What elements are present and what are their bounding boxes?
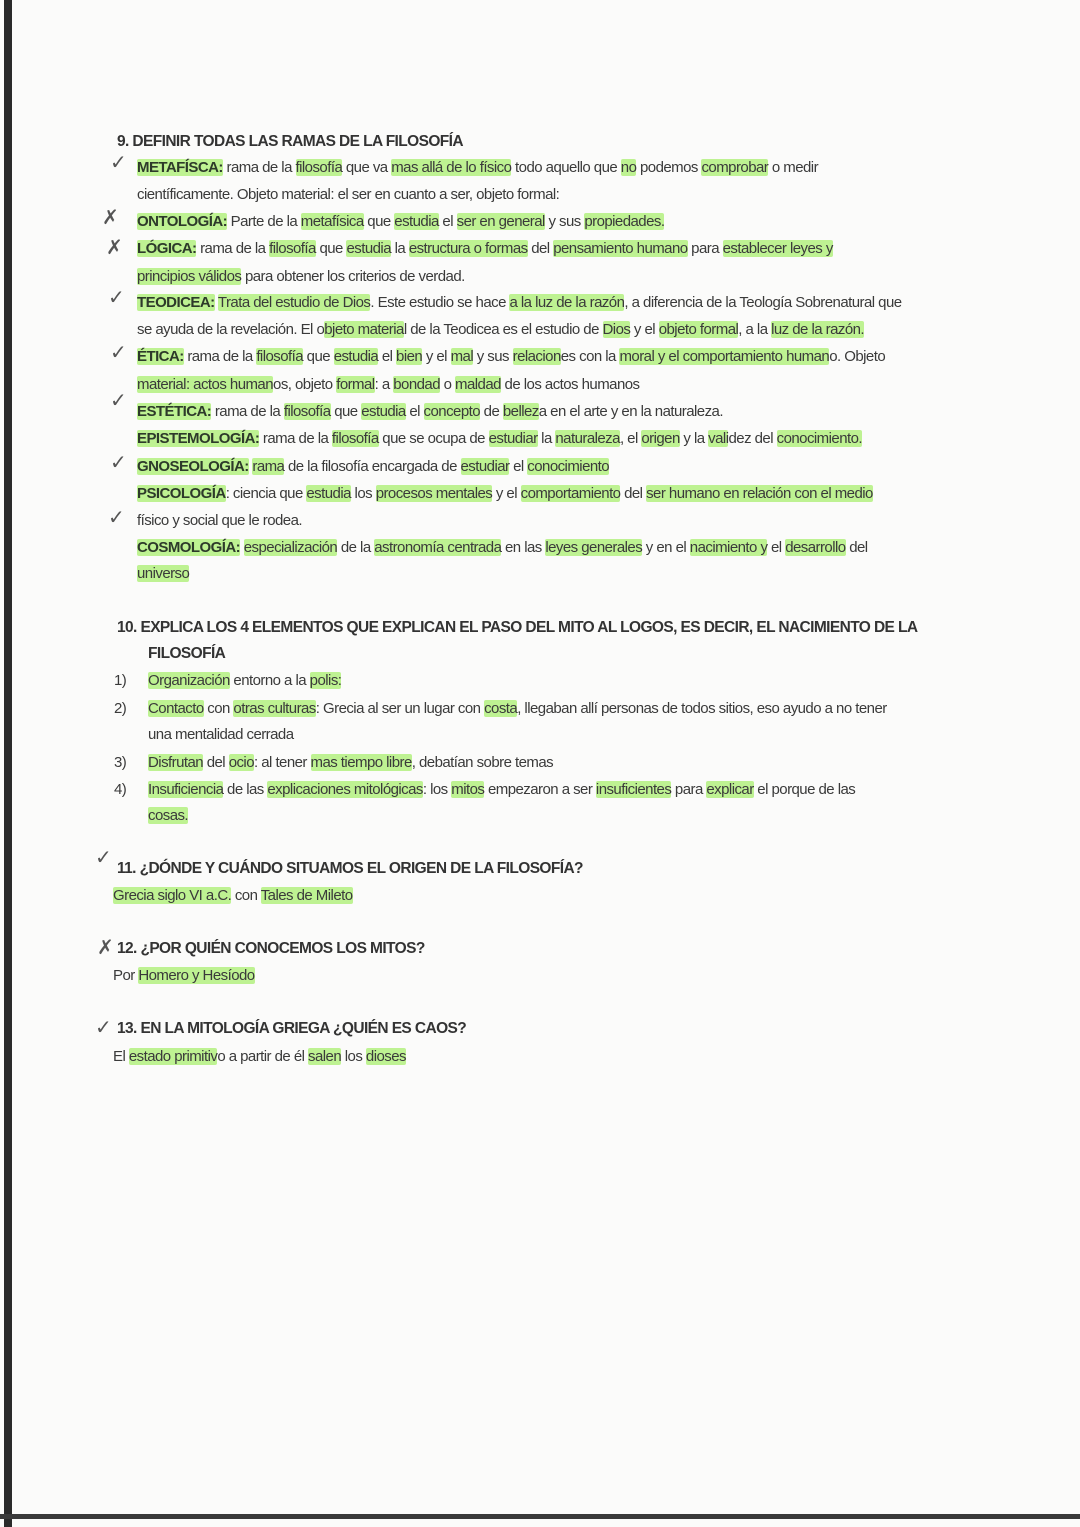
term-label: METAFÍSCA: xyxy=(137,159,223,176)
text-segment: rama de la xyxy=(222,159,296,176)
text-segment: y sus xyxy=(544,213,585,230)
highlighted-text: moral y el comportamiento human xyxy=(619,348,830,365)
highlighted-text: estudiar xyxy=(488,430,538,447)
list-item xyxy=(114,725,294,745)
text-segment: : Grecia al ser un lugar con xyxy=(315,700,485,717)
text-segment: del xyxy=(620,485,647,502)
definition-line xyxy=(137,239,833,259)
highlighted-text: conocimiento xyxy=(527,458,610,475)
question-13-title: 13. EN LA MITOLOGÍA GRIEGA ¿QUIÉN ES CAOS? xyxy=(117,1020,467,1037)
highlighted-text: propiedades. xyxy=(584,213,665,230)
text-segment: de las xyxy=(223,781,268,798)
definition-line xyxy=(137,429,862,449)
text-segment: el porque de las xyxy=(753,781,856,798)
text-segment: El xyxy=(113,1048,129,1065)
highlighted-text: dioses xyxy=(365,1048,406,1065)
text-segment: que xyxy=(303,348,334,365)
highlighted-text: estructura o formas xyxy=(408,240,528,257)
handwritten-check-icon: ✓ xyxy=(110,388,127,412)
highlighted-text: bjeto materia xyxy=(324,321,404,338)
term-label: LÓGICA: xyxy=(137,240,197,257)
highlighted-text: mal xyxy=(450,348,474,365)
definition-line xyxy=(137,347,885,367)
text-segment: , a la xyxy=(738,321,772,338)
text-segment: es con la xyxy=(560,348,620,365)
highlighted-text: explicar xyxy=(706,781,754,798)
text-segment: : ciencia que xyxy=(225,485,307,502)
question-10-title: 10. EXPLICA LOS 4 ELEMENTOS QUE EXPLICAN EL PASO DEL MITO AL LOGOS, ES DECIR, EL NACIMIENTO DE LA xyxy=(117,619,918,636)
highlighted-text: naturaleza xyxy=(555,430,620,447)
text-segment: y el xyxy=(492,485,521,502)
text-segment: entorno a la xyxy=(229,672,310,689)
text-segment: : los xyxy=(422,781,452,798)
text-segment: a en el arte y en la naturaleza. xyxy=(538,403,723,420)
highlighted-text: Organización xyxy=(148,672,230,689)
definition-line xyxy=(137,457,609,477)
text-segment: los xyxy=(341,1048,366,1065)
definition-line xyxy=(137,293,902,313)
handwritten-cross-icon: ✗ xyxy=(97,935,114,959)
text-segment: , el xyxy=(619,430,642,447)
text-segment: , llegaban allí personas de todos sitios, eso ayudo a no tener xyxy=(517,700,887,717)
text-segment: el xyxy=(405,403,424,420)
text-segment: , a diferencia de la Teología Sobrenatural que xyxy=(624,294,902,311)
highlighted-text: leyes generales xyxy=(545,539,643,556)
text-segment: que xyxy=(363,213,395,230)
highlighted-text: ser en general xyxy=(456,213,545,230)
highlighted-text: ser humano en relación con el medio xyxy=(646,485,873,502)
term-label: ONTOLOGÍA: xyxy=(137,213,228,230)
highlighted-text: filosofía xyxy=(283,403,331,420)
text-segment: los xyxy=(350,485,376,502)
text-segment: el xyxy=(378,348,397,365)
text-segment: y el xyxy=(422,348,451,365)
highlighted-text: Trata del estudio de Dios xyxy=(217,294,371,311)
highlighted-text: estudiar xyxy=(460,458,510,475)
text-segment: el xyxy=(438,213,457,230)
scan-bottom-edge xyxy=(0,1514,1080,1519)
text-segment: y sus xyxy=(473,348,513,365)
definition-line xyxy=(137,185,559,205)
highlighted-text: Dios xyxy=(602,321,631,338)
text-segment: o medir xyxy=(768,159,819,176)
highlighted-text: comprobar xyxy=(701,159,769,176)
question-13-answer xyxy=(113,1047,406,1067)
text-segment: o. Objeto xyxy=(829,348,886,365)
text-segment: de la xyxy=(337,539,375,556)
highlighted-text: Contacto xyxy=(148,700,204,717)
text-segment: podemos xyxy=(636,159,702,176)
highlighted-text: procesos mentales xyxy=(375,485,493,502)
text-segment: : al tener xyxy=(254,754,311,771)
highlighted-text: Grecia siglo VI a.C. xyxy=(113,887,232,904)
text-segment: que xyxy=(330,403,362,420)
scan-left-edge xyxy=(4,0,12,1527)
highlighted-text: mas allá de lo físico xyxy=(391,159,512,176)
highlighted-text: Disfrutan xyxy=(148,754,204,771)
text-segment: empezaron a ser xyxy=(484,781,596,798)
text-segment: y el xyxy=(630,321,659,338)
highlighted-text: bellez xyxy=(502,403,539,420)
highlighted-text: no xyxy=(620,159,637,176)
text-segment: del xyxy=(203,754,229,771)
text-segment: la xyxy=(391,240,409,257)
text-segment: el xyxy=(509,458,528,475)
highlighted-text: filosofía xyxy=(295,159,343,176)
highlighted-text: origen xyxy=(641,430,680,447)
highlighted-text: estado primitiv xyxy=(128,1048,218,1065)
list-number: 2) xyxy=(114,700,127,717)
question-9-title: 9. DEFINIR TODAS LAS RAMAS DE LA FILOSOFÍA xyxy=(117,133,463,150)
list-item xyxy=(114,753,553,773)
highlighted-text: Homero y Hesíodo xyxy=(138,967,255,984)
highlighted-text: costa xyxy=(484,700,518,717)
text-segment: con xyxy=(231,887,261,904)
definition-line xyxy=(137,484,873,504)
handwritten-check-icon: ✓ xyxy=(95,1015,112,1039)
text-segment: el xyxy=(767,539,786,556)
text-segment: para xyxy=(671,781,707,798)
handwritten-cross-icon: ✗ xyxy=(106,235,123,259)
text-segment: la xyxy=(537,430,556,447)
highlighted-text: rama xyxy=(252,458,285,475)
highlighted-text: estudia xyxy=(333,348,379,365)
term-label: TEODICEA: xyxy=(137,294,215,311)
definition-line xyxy=(137,158,818,178)
text-segment: Por xyxy=(113,967,139,984)
definition-line xyxy=(137,267,465,287)
text-segment: o xyxy=(440,376,456,393)
text-segment: para obtener los criterios de verdad. xyxy=(241,268,465,285)
highlighted-text: especialización xyxy=(243,539,338,556)
highlighted-text: bien xyxy=(396,348,423,365)
highlighted-text: metafísica xyxy=(300,213,364,230)
highlighted-text: estudia xyxy=(346,240,391,257)
highlighted-text: filosofía xyxy=(331,430,379,447)
list-number: 3) xyxy=(114,754,127,771)
text-segment: que xyxy=(315,240,347,257)
highlighted-text: cosas. xyxy=(148,807,189,824)
term-label: EPISTEMOLOGÍA: xyxy=(137,430,260,447)
highlighted-text: desarrollo xyxy=(785,539,846,556)
question-11-title: 11. ¿DÓNDE Y CUÁNDO SITUAMOS EL ORIGEN DE LA FILOSOFÍA? xyxy=(117,860,583,877)
definition-line xyxy=(137,402,723,422)
handwritten-check-icon: ✓ xyxy=(110,340,127,364)
highlighted-text: conocimiento. xyxy=(776,430,863,447)
definition-line xyxy=(137,564,189,584)
list-item xyxy=(114,671,341,691)
text-segment: l de la Teodicea es el estudio de xyxy=(403,321,603,338)
question-12-title: 12. ¿POR QUIÉN CONOCEMOS LOS MITOS? xyxy=(117,940,425,957)
text-segment: que se ocupa de xyxy=(378,430,489,447)
highlighted-text: maldad xyxy=(455,376,501,393)
highlighted-text: principios válidos xyxy=(137,268,242,285)
text-segment: rama de la xyxy=(259,430,332,447)
highlighted-text: filosofía xyxy=(256,348,304,365)
highlighted-text: bondad xyxy=(393,376,440,393)
text-segment: Parte de la xyxy=(227,213,301,230)
handwritten-check-icon: ✓ xyxy=(110,150,127,174)
highlighted-text: establecer leyes y xyxy=(722,240,833,257)
text-segment: en las xyxy=(501,539,546,556)
highlighted-text: luz de la razón. xyxy=(771,321,865,338)
text-segment: todo aquello que xyxy=(511,159,621,176)
text-segment: . Este estudio se hace xyxy=(370,294,510,311)
list-number: 4) xyxy=(114,781,127,798)
text-segment: con xyxy=(203,700,234,717)
handwritten-check-icon: ✓ xyxy=(110,450,127,474)
list-item xyxy=(114,699,887,719)
handwritten-check-icon: ✓ xyxy=(95,845,112,869)
highlighted-text: explicaciones mitológicas xyxy=(267,781,423,798)
highlighted-text: insuficientes xyxy=(595,781,672,798)
highlighted-text: a la luz de la razón xyxy=(509,294,625,311)
text-segment: una mentalidad cerrada xyxy=(148,726,294,743)
definition-line xyxy=(137,320,864,340)
highlighted-text: pensamiento humano xyxy=(553,240,688,257)
highlighted-text: Insuficiencia xyxy=(148,781,224,798)
text-segment: para xyxy=(687,240,723,257)
definition-line xyxy=(137,538,868,558)
highlighted-text: vali xyxy=(708,430,729,447)
highlighted-text: concepto xyxy=(423,403,481,420)
question-11-answer xyxy=(113,886,353,906)
text-segment: rama de la xyxy=(183,348,257,365)
term-label: PSICOLOGÍA xyxy=(137,485,226,502)
highlighted-text: astronomía centrada xyxy=(374,539,502,556)
term-label: GNOSEOLOGÍA: xyxy=(137,458,249,475)
term-label: ESTÉTICA: xyxy=(137,403,212,420)
question-10-title-cont: FILOSOFÍA xyxy=(148,645,226,662)
highlighted-text: relacion xyxy=(512,348,561,365)
text-segment: que va xyxy=(342,159,392,176)
list-number: 1) xyxy=(114,672,127,689)
text-segment: y la xyxy=(679,430,709,447)
text-segment: de los actos humanos xyxy=(500,376,640,393)
handwritten-check-icon: ✓ xyxy=(108,505,125,529)
highlighted-text: Tales de Mileto xyxy=(260,887,353,904)
text-segment: de xyxy=(480,403,503,420)
highlighted-text: mas tiempo libre xyxy=(310,754,412,771)
highlighted-text: nacimiento y xyxy=(689,539,768,556)
highlighted-text: filosofía xyxy=(269,240,316,257)
text-segment: y en el xyxy=(642,539,690,556)
highlighted-text: mitos xyxy=(451,781,485,798)
text-segment: , debatían sobre temas xyxy=(411,754,554,771)
definition-line xyxy=(137,375,639,395)
text-segment: dez del xyxy=(728,430,777,447)
term-label: COSMOLOGÍA: xyxy=(137,539,241,556)
highlighted-text: comportamiento xyxy=(520,485,621,502)
highlighted-text: ocio xyxy=(228,754,255,771)
highlighted-text: estudia xyxy=(394,213,439,230)
highlighted-text: material: actos human xyxy=(137,376,274,393)
text-segment: rama de la xyxy=(211,403,284,420)
question-12-answer xyxy=(113,966,255,986)
text-segment: se ayuda de la revelación. El o xyxy=(137,321,325,338)
definition-line xyxy=(137,511,302,531)
highlighted-text: formal xyxy=(336,376,375,393)
text-segment: del xyxy=(527,240,554,257)
highlighted-text: otras culturas xyxy=(233,700,316,717)
text-segment: científicamente. Objeto material: el ser en cuanto a ser, objeto formal: xyxy=(137,186,560,203)
highlighted-text: universo xyxy=(137,565,190,582)
list-item xyxy=(114,780,855,800)
handwritten-check-icon: ✓ xyxy=(108,285,125,309)
text-segment: de la filosofía encargada de xyxy=(284,458,461,475)
highlighted-text: salen xyxy=(308,1048,342,1065)
highlighted-text: polis: xyxy=(309,672,342,689)
text-segment: o a partir de él xyxy=(217,1048,309,1065)
term-label: ÉTICA: xyxy=(137,348,184,365)
handwritten-cross-icon: ✗ xyxy=(102,205,119,229)
text-segment: físico y social que le rodea. xyxy=(137,512,302,529)
list-item xyxy=(114,806,188,826)
text-segment: rama de la xyxy=(196,240,270,257)
highlighted-text: estudia xyxy=(306,485,351,502)
text-segment: os, objeto xyxy=(273,376,337,393)
text-segment: : a xyxy=(374,376,394,393)
definition-line xyxy=(137,212,664,232)
highlighted-text: objeto formal xyxy=(658,321,739,338)
text-segment: del xyxy=(845,539,868,556)
highlighted-text: estudia xyxy=(361,403,406,420)
